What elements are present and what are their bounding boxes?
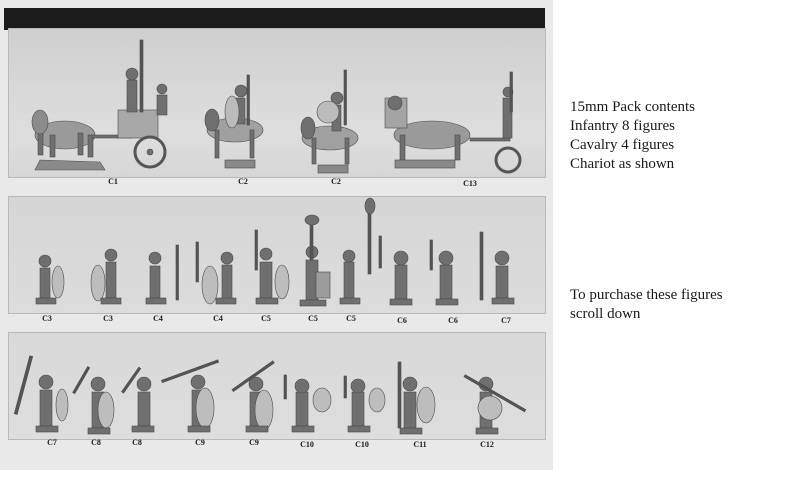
figure-code-label: C11	[413, 440, 427, 449]
infantry-row-1	[36, 198, 514, 306]
figure-code-label: C13	[463, 179, 477, 188]
figure-code-label: C7	[501, 316, 511, 325]
purchase-line: To purchase these figures	[570, 287, 723, 303]
figure-code-label: C8	[132, 438, 142, 447]
cavalry-figure	[301, 70, 358, 173]
figure-code-label: C2	[238, 177, 248, 186]
figure-code-label: C12	[480, 440, 494, 449]
pack-line: Cavalry 4 figures	[570, 137, 675, 153]
cavalry-figure	[205, 75, 263, 168]
figure-code-label: C2	[331, 177, 341, 186]
purchase-note-text	[570, 286, 723, 324]
figure-code-label: C4	[213, 314, 223, 323]
chariot-figure	[32, 40, 167, 170]
figure-code-label: C4	[153, 314, 163, 323]
infantry-row-2	[14, 356, 526, 434]
figure-code-label: C6	[397, 316, 407, 325]
pack-contents-text	[570, 98, 695, 174]
figure-code-label: C7	[47, 438, 57, 447]
figure-code-label: C5	[261, 314, 271, 323]
chariot-figure	[385, 72, 520, 172]
figure-code-label: C10	[355, 440, 369, 449]
pack-line: 15mm Pack contents	[570, 99, 695, 115]
figure-code-label: C5	[346, 314, 356, 323]
pack-line: Infantry 8 figures	[570, 118, 675, 134]
figure-code-label: C3	[103, 314, 113, 323]
purchase-line: scroll down	[570, 306, 641, 322]
figure-code-label: C1	[108, 177, 118, 186]
figure-code-label: C9	[195, 438, 205, 447]
figure-code-label: C8	[91, 438, 101, 447]
figure-code-label: C5	[308, 314, 318, 323]
figure-code-label: C9	[249, 438, 259, 447]
figure-code-label: C3	[42, 314, 52, 323]
figure-code-label: C10	[300, 440, 314, 449]
figure-code-label: C6	[448, 316, 458, 325]
pack-line: Chariot as shown	[570, 156, 675, 172]
